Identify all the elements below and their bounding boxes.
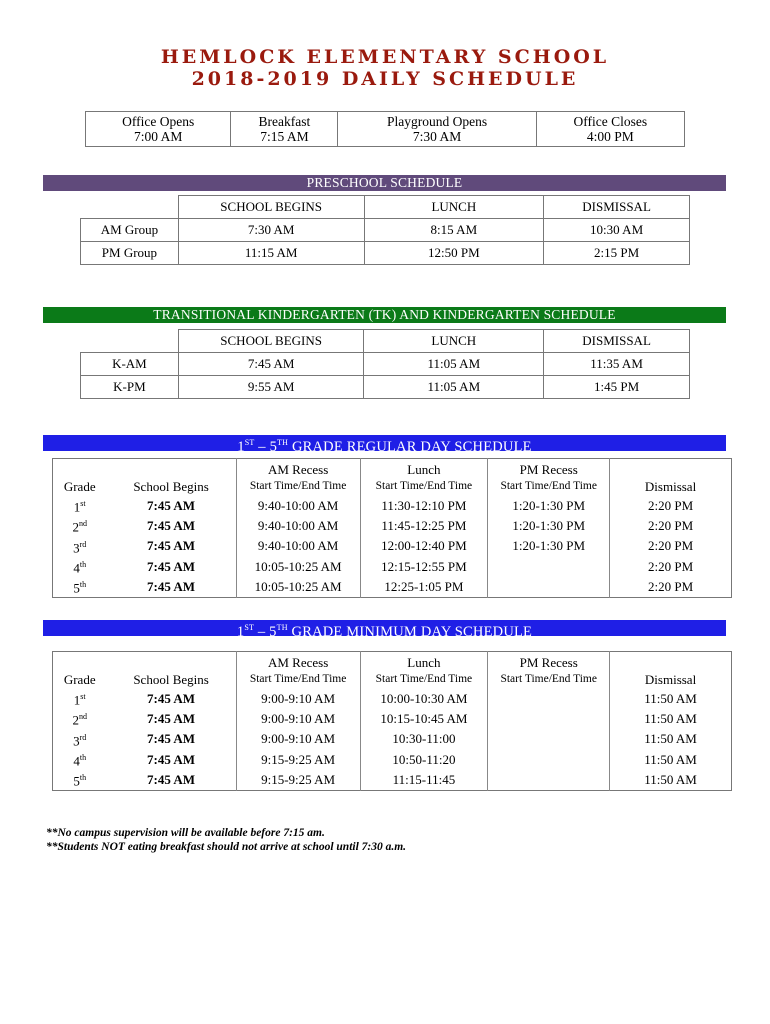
grade-suffix: nd	[78, 519, 87, 529]
begins-cell: 7:45 AM	[147, 517, 196, 533]
office-cell	[231, 112, 338, 147]
grade-num: 5	[73, 773, 80, 789]
grade-num: 1	[73, 692, 81, 708]
am-cell: 10:05-10:25 AM	[236, 576, 360, 597]
begins-cell: 7:45 AM	[147, 578, 196, 594]
begins-cell: 11:15 AM	[178, 242, 364, 265]
lunch-cell: 12:50 PM	[364, 242, 544, 265]
header-cell: LUNCH	[364, 330, 544, 353]
grade-num: 2	[72, 519, 79, 535]
lunch-cell: 11:05 AM	[364, 353, 544, 376]
lunch-cell: 12:25-1:05 PM	[360, 576, 488, 597]
dismissal-cell: 2:20 PM	[610, 495, 732, 515]
lunch-cell: 10:00-10:30 AM	[360, 688, 488, 708]
grade-suffix: th	[79, 580, 87, 590]
footnote: **No campus supervision will be available before 7:15 am.	[46, 827, 325, 839]
grade-suffix: nd	[78, 712, 87, 722]
title-part: – 5	[254, 438, 278, 455]
lunch-cell: 12:15-12:55 PM	[360, 556, 488, 576]
grade-cell	[53, 729, 107, 749]
table-row	[81, 376, 690, 399]
pm-cell	[488, 769, 610, 790]
group-cell: PM Group	[81, 242, 179, 265]
pm-cell: 1:20-1:30 PM	[488, 536, 610, 556]
spacer	[106, 652, 236, 672]
dismissal-cell: 11:50 AM	[610, 749, 732, 769]
title-sup: TH	[277, 438, 289, 447]
grade-num: 2	[72, 712, 79, 728]
grade-suffix: st	[80, 499, 86, 508]
table-row	[81, 353, 690, 376]
title-part: GRADE REGULAR DAY SCHEDULE	[288, 438, 532, 455]
lunch-cell: 11:15-11:45	[360, 769, 488, 790]
header-cell: SCHOOL BEGINS	[178, 196, 364, 219]
footnotes	[46, 826, 406, 854]
office-cell	[86, 112, 231, 147]
group-cell: AM Group	[81, 219, 179, 242]
office-time: 7:30 AM	[412, 129, 462, 144]
pm-cell	[488, 708, 610, 728]
grade-cell	[53, 556, 107, 576]
office-time: 4:00 PM	[586, 129, 634, 144]
dismissal-cell: 11:50 AM	[610, 708, 732, 728]
pm-cell	[488, 556, 610, 576]
time-subheader: Start Time/End Time	[360, 671, 488, 688]
pm-cell	[488, 576, 610, 597]
lunch-header: Lunch	[360, 459, 488, 479]
pm-recess-header: PM Recess	[488, 459, 610, 479]
blank-cell	[81, 330, 179, 353]
dismissal-cell: 11:50 AM	[610, 769, 732, 790]
grade-cell	[53, 708, 107, 728]
time-subheader: Start Time/End Time	[488, 478, 610, 495]
begins-cell: 7:45 AM	[147, 690, 196, 706]
begins-cell: 7:45 AM	[178, 353, 364, 376]
begins-cell: 9:55 AM	[178, 376, 364, 399]
grade-suffix: th	[79, 559, 87, 569]
table-row	[53, 495, 732, 515]
table-row	[81, 242, 690, 265]
lunch-cell: 12:00-12:40 PM	[360, 536, 488, 556]
office-time: 7:15 AM	[260, 129, 309, 144]
grade-cell	[53, 688, 107, 708]
blank-cell	[81, 196, 179, 219]
dismissal-header: Dismissal	[610, 478, 732, 495]
lunch-cell: 10:30-11:00	[360, 729, 488, 749]
grade-header: Grade	[63, 479, 96, 494]
begins-header: School Begins	[133, 479, 209, 494]
dismissal-cell: 10:30 AM	[544, 219, 690, 242]
schedule-year-title: 2018-2019 DAILY SCHEDULE	[191, 68, 579, 90]
dismissal-cell: 1:45 PM	[544, 376, 690, 399]
lunch-cell: 10:15-10:45 AM	[360, 708, 488, 728]
office-time: 7:00 AM	[134, 129, 183, 144]
grade-cell	[53, 515, 107, 535]
header-cell: LUNCH	[364, 196, 544, 219]
begins-cell: 7:45 AM	[147, 751, 196, 767]
lunch-cell: 8:15 AM	[364, 219, 544, 242]
preschool-title-bar: PRESCHOOL SCHEDULE	[43, 175, 726, 191]
grade-num: 5	[73, 580, 80, 596]
grade-suffix: rd	[79, 539, 87, 549]
grade-suffix: rd	[79, 732, 87, 742]
title-sup: ST	[244, 623, 255, 632]
preschool-table	[80, 195, 690, 265]
spacer	[53, 459, 107, 479]
dismissal-cell: 11:35 AM	[544, 353, 690, 376]
time-subheader: Start Time/End Time	[236, 478, 360, 495]
grade-suffix: th	[79, 752, 87, 762]
lunch-cell: 11:45-12:25 PM	[360, 515, 488, 535]
spacer	[106, 459, 236, 479]
table-row	[53, 536, 732, 556]
tk-table	[80, 329, 690, 399]
dismissal-cell: 2:20 PM	[610, 556, 732, 576]
title-part: 1	[236, 623, 245, 640]
pm-cell	[488, 688, 610, 708]
lunch-cell: 11:30-12:10 PM	[360, 495, 488, 515]
begins-cell: 7:45 AM	[147, 538, 196, 554]
table-row	[81, 219, 690, 242]
grade-header: Grade	[63, 672, 96, 687]
am-cell: 10:05-10:25 AM	[236, 556, 360, 576]
pm-cell: 1:20-1:30 PM	[488, 495, 610, 515]
office-label: Breakfast	[258, 114, 311, 129]
table-row	[53, 769, 732, 790]
spacer	[610, 652, 732, 672]
grade-cell	[53, 536, 107, 556]
begins-cell: 7:45 AM	[147, 558, 196, 574]
dismissal-cell: 11:50 AM	[610, 688, 732, 708]
am-cell: 9:15-9:25 AM	[236, 749, 360, 769]
title-sup: TH	[276, 623, 288, 632]
grade-num: 3	[73, 732, 80, 748]
am-cell: 9:15-9:25 AM	[236, 769, 360, 790]
dismissal-cell: 2:20 PM	[610, 515, 732, 535]
table-row	[53, 749, 732, 769]
office-label: Office Closes	[573, 114, 648, 129]
am-cell: 9:00-9:10 AM	[236, 688, 360, 708]
am-cell: 9:00-9:10 AM	[236, 708, 360, 728]
begins-cell: 7:45 AM	[147, 771, 196, 787]
dismissal-header: Dismissal	[610, 671, 732, 688]
grade-num: 4	[73, 753, 80, 769]
office-cell	[338, 112, 536, 147]
header-cell: DISMISSAL	[544, 196, 690, 219]
pm-recess-header: PM Recess	[488, 652, 610, 672]
grade-suffix: th	[79, 773, 87, 783]
dismissal-cell: 2:20 PM	[610, 576, 732, 597]
grade-num: 4	[73, 560, 80, 576]
grade-cell	[53, 749, 107, 769]
table-row	[53, 576, 732, 597]
grade-cell	[53, 495, 107, 515]
am-cell: 9:40-10:00 AM	[236, 515, 360, 535]
time-subheader: Start Time/End Time	[360, 478, 488, 495]
office-hours-table	[85, 111, 685, 147]
begins-cell: 7:45 AM	[147, 710, 196, 726]
dismissal-cell: 11:50 AM	[610, 729, 732, 749]
begins-header: School Begins	[133, 672, 209, 687]
pm-cell	[488, 749, 610, 769]
grade-cell	[53, 576, 107, 597]
am-cell: 9:40-10:00 AM	[236, 495, 360, 515]
table-row	[53, 688, 732, 708]
header-cell: DISMISSAL	[544, 330, 690, 353]
begins-cell: 7:30 AM	[178, 219, 364, 242]
lunch-cell: 10:50-11:20	[360, 749, 488, 769]
begins-cell: 7:45 AM	[147, 731, 196, 747]
spacer	[610, 459, 732, 479]
lunch-header: Lunch	[360, 652, 488, 672]
am-recess-header: AM Recess	[236, 459, 360, 479]
begins-cell: 7:45 AM	[147, 497, 196, 513]
table-row	[53, 708, 732, 728]
title-part: 1	[237, 438, 245, 455]
table-row	[53, 515, 732, 535]
minimum-day-table	[52, 651, 732, 791]
title-sup: ST	[244, 438, 255, 447]
school-title: HEMLOCK ELEMENTARY SCHOOL	[160, 46, 610, 68]
grade-num: 3	[73, 539, 80, 555]
am-cell: 9:40-10:00 AM	[236, 536, 360, 556]
office-label: Office Opens	[122, 114, 195, 129]
table-row	[53, 729, 732, 749]
pm-cell: 1:20-1:30 PM	[488, 515, 610, 535]
table-row	[53, 556, 732, 576]
time-subheader: Start Time/End Time	[488, 671, 610, 688]
grade-cell	[53, 769, 107, 790]
office-cell	[536, 112, 684, 147]
time-subheader: Start Time/End Time	[236, 671, 360, 688]
grade-suffix: st	[80, 692, 86, 701]
tk-title-bar: TRANSITIONAL KINDERGARTEN (TK) AND KINDERGARTEN SCHEDULE	[43, 307, 726, 323]
spacer	[53, 652, 107, 672]
am-recess-header: AM Recess	[236, 652, 360, 672]
group-cell: K-AM	[81, 353, 179, 376]
lunch-cell: 11:05 AM	[364, 376, 544, 399]
pm-cell	[488, 729, 610, 749]
header-cell: SCHOOL BEGINS	[178, 330, 364, 353]
title-part: GRADE MINIMUM DAY SCHEDULE	[287, 623, 533, 640]
regular-day-table	[52, 458, 732, 598]
dismissal-cell: 2:15 PM	[544, 242, 690, 265]
dismissal-cell: 2:20 PM	[610, 536, 732, 556]
regular-title-bar	[43, 435, 726, 455]
footnote: **Students NOT eating breakfast should not arrive at school until 7:30 a.m.	[46, 841, 407, 853]
office-label: Playground Opens	[386, 114, 488, 129]
group-cell: K-PM	[81, 376, 179, 399]
minimum-title-bar	[43, 620, 726, 640]
am-cell: 9:00-9:10 AM	[236, 729, 360, 749]
grade-num: 1	[73, 499, 81, 515]
title-part: – 5	[254, 623, 277, 640]
